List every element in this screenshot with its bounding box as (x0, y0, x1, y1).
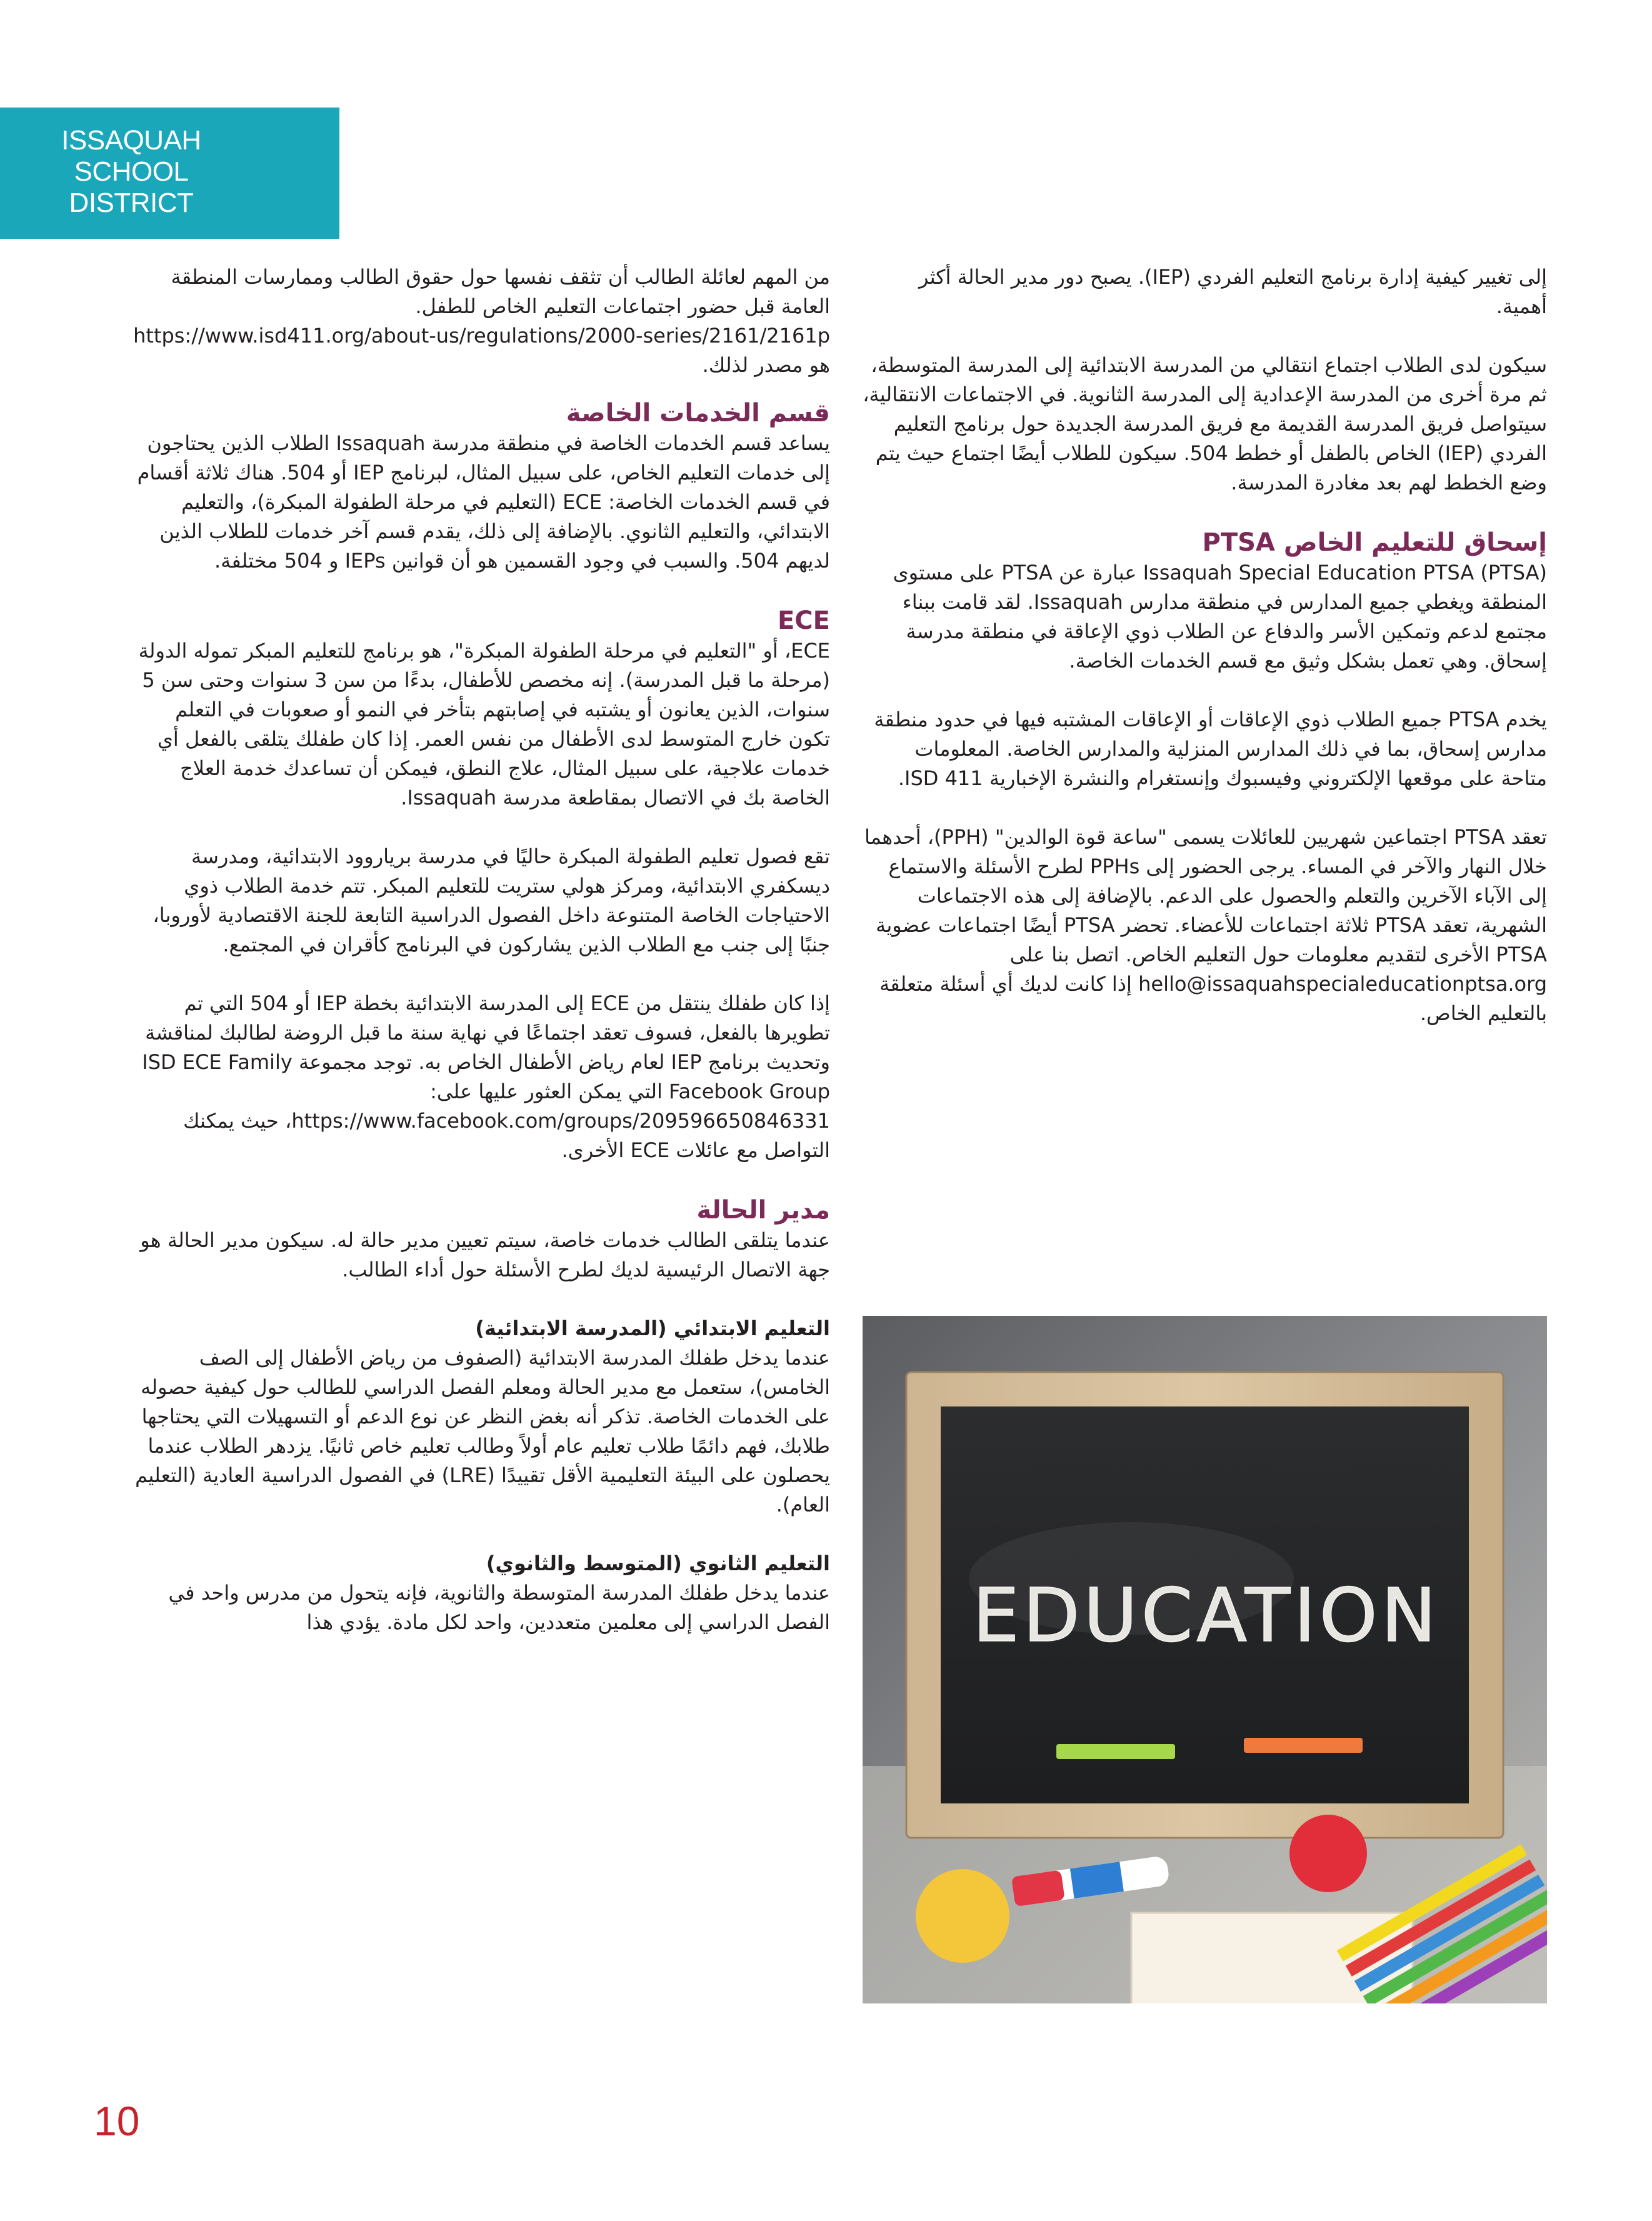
left-paragraph-1 (131, 263, 830, 380)
ptsa-paragraph-3: تعقد PTSA اجتماعين شهريين للعائلات يسمى "ساعة قوة الوالدين" (PPH)، أحدهما خلال النهار والآخر في المساء. يرجى الحضور إلى PPHs لطرح الأسئلة والاستماع إلى الآباء الآخرين والتعلم والحصول على الدعم. بالإضافة إلى هذه الاجتماعات الشهرية، تعقد PTSA ثلاثة اجتماعات للأعضاء. تحضر PTSA أيضًا اجتماعات عضوية PTSA الأخرى لتقديم معلومات حول التعليم الخاص. اتصل بنا على hello@issaquahspecialeducationptsa.org إذا كانت لديك أي أسئلة متعلقة بالتعليم الخاص. (864, 825, 1547, 1025)
case-manager-heading: مدير الحالة (696, 1196, 830, 1225)
left-column (131, 263, 830, 1667)
secondary-heading: التعليم الثانوي (المتوسط والثانوي) (486, 1552, 830, 1575)
special-services-paragraph: يساعد قسم الخدمات الخاصة في منطقة مدرسة Issaquah الطلاب الذين يحتاجون إلى خدمات التعليم الخاص، على سبيل المثال، لبرنامج IEP أو 504. هناك ثلاثة أقسام في قسم الخدمات الخاصة: ECE (التعليم في مرحلة الطفولة المبكرة)، والتعليم الابتدائي، والتعليم الثانوي. بالإضافة إلى ذلك، يقدم قسم آخر خدمات للطلاب الذين لديهم 504. والسبب في وجود القسمين هو أن قوانين IEPs و 504 مختلفة. (137, 431, 830, 573)
ece-paragraph-3-text: إذا كان طفلك ينتقل من ECE إلى المدرسة الابتدائية بخطة IEP أو 504 التي تم تطويرها بالفعل، فسوف تعقد اجتماعًا في نهاية سنة ما قبل الروضة لطالبك لمناقشة وتحديث برنامج IEP لعام رياض الأطفال الخاص به. توجد مجموعة ISD ECE Family Facebook Group التي يمكن العثور عليها على: (142, 991, 830, 1103)
brand-line-1: ISSAQUAH (61, 125, 201, 156)
right-column (863, 263, 1547, 1058)
chalkboard-illustration (863, 1316, 1547, 2003)
ptsa-heading: إسحاق للتعليم الخاص PTSA (1202, 528, 1547, 557)
secondary-paragraph: عندما يدخل طفلك المدرسة المتوسطة والثانوية، فإنه يتحول من مدرس واحد في الفصل الدراسي إلى معلمين متعددين، واحد لكل مادة. يؤدي هذا (168, 1581, 830, 1634)
special-services-heading: قسم الخدمات الخاصة (566, 399, 830, 428)
regulations-url-link[interactable]: https://www.isd411.org/about-us/regulations/2000-series/2161/2161p (133, 324, 830, 348)
right-paragraph-2: سيكون لدى الطلاب اجتماع انتقالي من المدرسة الابتدائية إلى المدرسة المتوسطة، ثم مرة أخرى من المدرسة الإعدادية إلى المدرسة الثانوية. في الاجتماعات الانتقالية، سيتواصل فريق المدرسة القديمة مع فريق المدرسة الجديدة حول برنامج التعليم الفردي (IEP) الخاص بالطفل أو خطط 504. سيكون للطلاب أيضًا اجتماع حيث يتم وضع الخطط لهم بعد مغادرة المدرسة. (863, 353, 1547, 494)
right-paragraph-1: إلى تغيير كيفية إدارة برنامج التعليم الفردي (IEP). يصبح دور مدير الحالة أكثر أهمية. (918, 265, 1547, 318)
ptsa-paragraph-2: يخدم PTSA جميع الطلاب ذوي الإعاقات أو الإعاقات المشتبه فيها في حدود منطقة مدارس إسحاق، بما في ذلك المدارس المنزلية والمدارس الخاصة. المعلومات متاحة على موقعها الإلكتروني وفيسبوك وإنستغرام والنشرة الإخبارية ISD 411. (874, 708, 1547, 790)
ece-paragraph-1: ECE، أو "التعليم في مرحلة الطفولة المبكرة"، هو برنامج للتعليم المبكر تموله الدولة (مرحلة ما قبل المدرسة). إنه مخصص للأطفال، بدءًا من سن 3 سنوات وحتى سن 5 سنوات، الذين يعانون أو يشتبه في إصابتهم بتأخر في النمو أو صعوبات في التعلم تكون خارج المتوسط لدى الأطفال من نفس العمر. إذا كان طفلك يتلقى بالفعل أي خدمات علاجية، على سبيل المثال، علاج النطق، فيمكن أن تساعدك خدمة العلاج الخاصة بك في الاتصال بمقاطعة مدرسة Issaquah. (138, 639, 830, 810)
page-number: 10 (94, 2098, 140, 2144)
facebook-group-url-link[interactable]: https://www.facebook.com/groups/209596650846331 (291, 1109, 830, 1133)
ptsa-paragraph-1: (Issaquah Special Education PTSA (PTSA عبارة عن PTSA على مستوى المنطقة ويغطي جميع المدارس في منطقة مدارس Issaquah. لقد قامت ببناء مجتمع لدعم وتمكين الأسر والدفاع عن الطلاب ذوي الإعاقة في منطقة مدرسة إسحاق. وهي تعمل بشكل وثيق مع قسم الخدمات الخاصة. (893, 561, 1547, 673)
ece-paragraph-2: تقع فصول تعليم الطفولة المبكرة حاليًا في مدرسة برياروود الابتدائية، ومدرسة ديسكفري الابتدائية، ومركز هولي ستريت للتعليم المبكر. تتم خدمة الطلاب ذوي الاحتياجات الخاصة المتنوعة داخل الفصول الدراسية التابعة للجنة الاقتصادية لأوروبا، جنبًا إلى جنب مع الطلاب الذين يشاركون في البرنامج كأقران في المجتمع. (153, 845, 830, 956)
case-manager-paragraph: عندما يتلقى الطالب خدمات خاصة، سيتم تعيين مدير حالة له. سيكون مدير الحالة هو جهة الاتصال الرئيسية لديك لطرح الأسئلة حول أداء الطالب. (140, 1228, 830, 1281)
brand-line-2: SCHOOL (74, 156, 189, 187)
ece-paragraph-3-tail: ، حيث يمكنك التواصل مع عائلات ECE الأخرى. (183, 1109, 830, 1162)
left-paragraph-1-text: من المهم لعائلة الطالب أن تثقف نفسها حول حقوق الطالب وممارسات المنطقة العامة قبل حضور اجتماعات التعليم الخاص للطفل. (171, 265, 830, 318)
brand-line-3: DISTRICT (69, 188, 194, 218)
education-chalkboard-photo (863, 1316, 1547, 2003)
elementary-heading: التعليم الابتدائي (المدرسة الابتدائية) (475, 1316, 830, 1340)
left-paragraph-1-tail: هو مصدر لذلك. (702, 353, 830, 377)
ece-heading: ECE (777, 606, 830, 635)
chalk-education-text: EDUCATION (973, 1572, 1440, 1658)
ece-paragraph-3 (131, 989, 830, 1165)
elementary-paragraph: عندما يدخل طفلك المدرسة الابتدائية (الصفوف من رياض الأطفال إلى الصف الخامس)، ستعمل مع مدير الحالة ومعلم الفصل الدراسي للطالب حول كيفية حصوله على الخدمات الخاصة. تذكر أنه بغض النظر عن نوع الدعم أو التسهيلات التي يحتاجها طلابك، فهم دائمًا طلاب تعليم عام أولاً وطالب تعليم خاص ثانيًا. يزدهر الطلاب عندما يحصلون على البيئة التعليمية الأقل تقييدًا (LRE) في الفصول الدراسية العادية (التعليم العام). (135, 1346, 830, 1517)
district-brand-block (0, 108, 339, 239)
